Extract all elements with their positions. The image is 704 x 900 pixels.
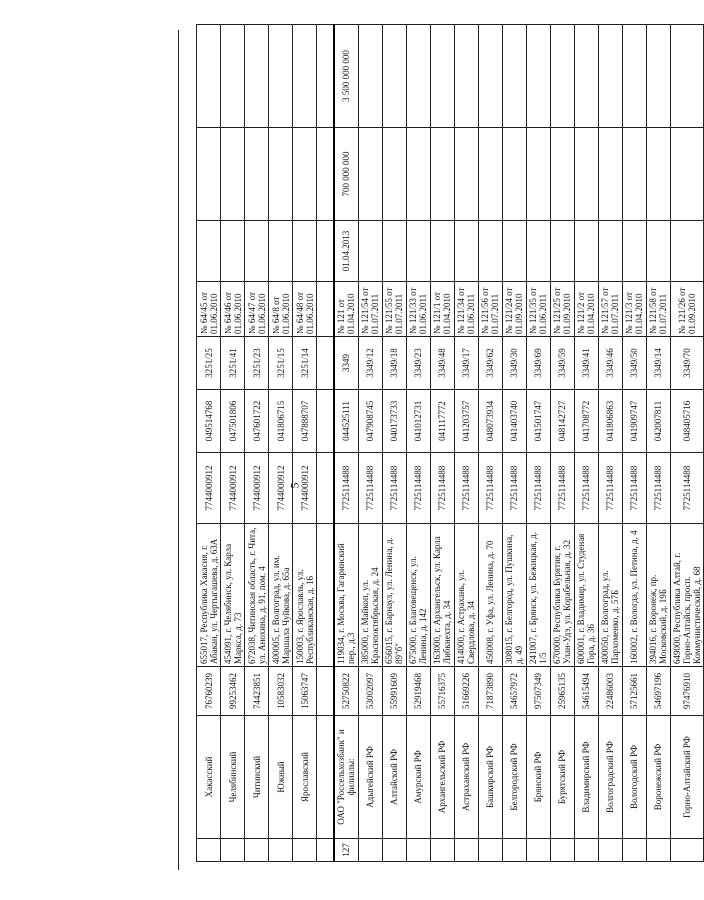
bik-cell: 041501747 bbox=[526, 390, 550, 453]
document-cell: № 121/26 от 01.09.2010 bbox=[670, 282, 703, 337]
document-cell: № 121/25 от 01.09.2010 bbox=[550, 282, 574, 337]
limit-cell bbox=[646, 25, 670, 128]
bik-cell: 047908745 bbox=[358, 390, 382, 453]
bik-cell: 041117772 bbox=[430, 390, 454, 453]
sum-cell bbox=[269, 128, 293, 221]
address-cell: 308015, г. Белгород, ул. Пушкина, д. 49 bbox=[502, 524, 526, 667]
inn-cell: 7725114488 bbox=[670, 453, 703, 524]
date-cell bbox=[245, 221, 269, 282]
okpo-cell: 52919468 bbox=[406, 667, 430, 716]
row-number-cell bbox=[574, 839, 598, 862]
reg-number-cell: 3251/15 bbox=[269, 337, 293, 390]
document-cell: № 121/55 от 01.07.2011 bbox=[382, 282, 406, 337]
row-number-cell bbox=[550, 839, 574, 862]
address-cell: 150003, г. Ярославль, ул. Республиканская, д. 16 bbox=[293, 524, 317, 667]
limit-cell bbox=[670, 25, 703, 128]
document-cell: № 64/8 от 01.06.2010 bbox=[269, 282, 293, 337]
branch-name-cell: Воронежский РФ bbox=[646, 716, 670, 839]
address-cell: 670000, Республика Бурятия, г. Улан-Удэ, ул. Корабельная, д. 32 bbox=[550, 524, 574, 667]
sum-cell bbox=[574, 128, 598, 221]
document-cell: № 121/57 от 01.07.2011 bbox=[598, 282, 622, 337]
document-cell: № 121/35 от 01.06.2011 bbox=[526, 282, 550, 337]
group-address-cell: 119034, г. Москва, Гагаринский пер., д.3 bbox=[334, 524, 358, 667]
inn-cell: 7744000912 bbox=[293, 453, 317, 524]
sum-cell bbox=[197, 128, 221, 221]
sum-cell bbox=[358, 128, 382, 221]
okpo-cell: 55991609 bbox=[382, 667, 406, 716]
bik-cell: 047601722 bbox=[245, 390, 269, 453]
document-cell: № 121/1 от 01.04.2010 bbox=[430, 282, 454, 337]
reg-number-cell: 3349/30 bbox=[502, 337, 526, 390]
bik-cell: 042007811 bbox=[646, 390, 670, 453]
date-cell bbox=[526, 221, 550, 282]
row-number-cell bbox=[382, 839, 406, 862]
bik-cell: 049514768 bbox=[197, 390, 221, 453]
rotated-table-wrapper bbox=[196, 32, 702, 862]
okpo-cell: 71873890 bbox=[478, 667, 502, 716]
bik-cell: 041806863 bbox=[598, 390, 622, 453]
date-cell bbox=[646, 221, 670, 282]
branch-name-cell: Белгородский РФ bbox=[502, 716, 526, 839]
date-cell bbox=[358, 221, 382, 282]
okpo-cell: 15063747 bbox=[293, 667, 317, 716]
branch-name-cell: Башкирский РФ bbox=[478, 716, 502, 839]
spacer-cell bbox=[317, 128, 335, 221]
address-cell: 656015, г. Барнаул, ул. Ленина, д. 89"б" bbox=[382, 524, 406, 667]
limit-cell bbox=[598, 25, 622, 128]
spacer-cell bbox=[317, 282, 335, 337]
document-cell: № 64/47 от 01.06.2010 bbox=[245, 282, 269, 337]
bik-cell: 047888707 bbox=[293, 390, 317, 453]
okpo-cell: 51669226 bbox=[454, 667, 478, 716]
table-row bbox=[622, 25, 646, 862]
inn-cell: 7725114488 bbox=[646, 453, 670, 524]
branch-name-cell: Хакасский bbox=[197, 716, 221, 839]
reg-number-cell: 3349/46 bbox=[598, 337, 622, 390]
inn-cell: 7725114488 bbox=[382, 453, 406, 524]
left-margin-line bbox=[178, 30, 179, 870]
address-cell: 400050, г. Волгоград, ул. Пархоменко, д. 57Б bbox=[598, 524, 622, 667]
row-number-cell bbox=[526, 839, 550, 862]
okpo-cell: 97507349 bbox=[526, 667, 550, 716]
branch-name-cell: Адыгейский РФ bbox=[358, 716, 382, 839]
reg-number-cell: 3349/17 bbox=[454, 337, 478, 390]
date-cell bbox=[269, 221, 293, 282]
limit-cell bbox=[574, 25, 598, 128]
address-cell: 672038, Читинская область, г. Чита, ул. Анохина, д. 91, пом. 4 bbox=[245, 524, 269, 667]
branch-name-cell: Брянский РФ bbox=[526, 716, 550, 839]
row-number-cell bbox=[269, 839, 293, 862]
table-row bbox=[197, 25, 221, 862]
inn-cell: 7744000912 bbox=[245, 453, 269, 524]
address-cell: 400005, г. Волгоград, ул. им. Маршала Чуйкова, д. 65а bbox=[269, 524, 293, 667]
address-cell: 454091, г. Челябинск, ул. Карла Маркса, д. 73 bbox=[221, 524, 245, 667]
page-number: 5 bbox=[287, 482, 302, 489]
branch-name-cell: Ярославский bbox=[293, 716, 317, 839]
inn-cell: 7744000912 bbox=[197, 453, 221, 524]
address-cell: 241007, г. Брянск, ул. Бежицкая, д. 1/5 bbox=[526, 524, 550, 667]
spacer-cell bbox=[317, 716, 335, 839]
row-number-cell bbox=[454, 839, 478, 862]
table-row bbox=[574, 25, 598, 862]
reg-number-cell: 3349/18 bbox=[382, 337, 406, 390]
bik-cell: 041403740 bbox=[502, 390, 526, 453]
inn-cell: 7725114488 bbox=[454, 453, 478, 524]
date-cell bbox=[406, 221, 430, 282]
address-cell: 655017, Республика Хакасия, г. Абакан, ул. Чертыгашева, д. 63А bbox=[197, 524, 221, 667]
limit-cell bbox=[454, 25, 478, 128]
reg-number-cell: 3349/69 bbox=[526, 337, 550, 390]
table-row bbox=[526, 25, 550, 862]
limit-cell bbox=[293, 25, 317, 128]
address-cell: 385000, г. Майкоп, ул. Краснооктябрьская, д. 24 bbox=[358, 524, 382, 667]
sum-cell bbox=[221, 128, 245, 221]
table-row bbox=[598, 25, 622, 862]
limit-cell bbox=[550, 25, 574, 128]
limit-cell bbox=[221, 25, 245, 128]
document-cell: № 64/45 от 01.06.2010 bbox=[197, 282, 221, 337]
sum-cell bbox=[430, 128, 454, 221]
row-number-cell bbox=[502, 839, 526, 862]
limit-cell bbox=[358, 25, 382, 128]
document-cell: № 121/2 от 01.04.2010 bbox=[574, 282, 598, 337]
document-cell: № 121/24 от 01.09.2010 bbox=[502, 282, 526, 337]
inn-cell: 7725114488 bbox=[574, 453, 598, 524]
address-cell: 160002, г. Вологда, ул. Петина, д. 4 bbox=[622, 524, 646, 667]
document-cell: № 121/54 от 01.07.2011 bbox=[358, 282, 382, 337]
group-name-cell: ОАО "Россельхозбанк" и филиалы: bbox=[334, 716, 358, 839]
group-bik-cell: 044525111 bbox=[334, 390, 358, 453]
table-row bbox=[382, 25, 406, 862]
okpo-cell: 57125661 bbox=[622, 667, 646, 716]
date-cell bbox=[502, 221, 526, 282]
row-number-cell bbox=[430, 839, 454, 862]
bik-cell: 047501806 bbox=[221, 390, 245, 453]
document-cell: № 64/48 от 01.06.2010 bbox=[293, 282, 317, 337]
sum-cell bbox=[670, 128, 703, 221]
reg-number-cell: 3251/14 bbox=[293, 337, 317, 390]
okpo-cell: 97476910 bbox=[670, 667, 703, 716]
address-cell: 600001, г. Владимир, ул. Студеная Гора, д. 36 bbox=[574, 524, 598, 667]
group-okpo-cell: 52750822 bbox=[334, 667, 358, 716]
address-cell: 414000, г. Астрахань, ул. Свердлова, д. 34 bbox=[454, 524, 478, 667]
table-row bbox=[430, 25, 454, 862]
spacer-cell bbox=[317, 25, 335, 128]
reg-number-cell: 3349/50 bbox=[622, 337, 646, 390]
limit-cell bbox=[430, 25, 454, 128]
branch-name-cell: Архангельский РФ bbox=[430, 716, 454, 839]
branch-name-cell: Астраханский РФ bbox=[454, 716, 478, 839]
sum-cell bbox=[245, 128, 269, 221]
branch-name-cell: Владимирский РФ bbox=[574, 716, 598, 839]
inn-cell: 7725114488 bbox=[598, 453, 622, 524]
bik-cell: 048073934 bbox=[478, 390, 502, 453]
table-row bbox=[502, 25, 526, 862]
table-row bbox=[550, 25, 574, 862]
spacer-cell bbox=[317, 221, 335, 282]
table-row bbox=[454, 25, 478, 862]
branch-name-cell: Бурятский РФ bbox=[550, 716, 574, 839]
inn-cell: 7725114488 bbox=[526, 453, 550, 524]
date-cell bbox=[478, 221, 502, 282]
table-row bbox=[221, 25, 245, 862]
bik-cell: 048405716 bbox=[670, 390, 703, 453]
spacer-cell bbox=[317, 524, 335, 667]
branch-name-cell: Южный bbox=[269, 716, 293, 839]
okpo-cell: 74423851 bbox=[245, 667, 269, 716]
inn-cell: 7744000912 bbox=[221, 453, 245, 524]
okpo-cell: 54657972 bbox=[502, 667, 526, 716]
date-cell bbox=[598, 221, 622, 282]
reg-number-cell: 3349/41 bbox=[574, 337, 598, 390]
okpo-cell: 99253462 bbox=[221, 667, 245, 716]
date-cell bbox=[382, 221, 406, 282]
reg-number-cell: 3349/62 bbox=[478, 337, 502, 390]
table-row bbox=[269, 25, 293, 862]
address-cell: 163000, г. Архангельск, ул. Карла Либкнехта, д. 34 bbox=[430, 524, 454, 667]
inn-cell: 7725114488 bbox=[550, 453, 574, 524]
row-number-cell bbox=[478, 839, 502, 862]
table-row bbox=[478, 25, 502, 862]
limit-cell bbox=[406, 25, 430, 128]
limit-cell bbox=[382, 25, 406, 128]
document-cell: № 121/34 от 01.06.2011 bbox=[454, 282, 478, 337]
bik-cell: 040173733 bbox=[382, 390, 406, 453]
sum-cell bbox=[598, 128, 622, 221]
bik-cell: 041806715 bbox=[269, 390, 293, 453]
spacer-cell bbox=[317, 390, 335, 453]
bik-cell: 041203757 bbox=[454, 390, 478, 453]
document-cell: № 64/46 от 01.06.2010 bbox=[221, 282, 245, 337]
date-cell bbox=[454, 221, 478, 282]
limit-cell bbox=[526, 25, 550, 128]
bik-cell: 048142727 bbox=[550, 390, 574, 453]
sum-cell bbox=[550, 128, 574, 221]
reg-number-cell: 3251/25 bbox=[197, 337, 221, 390]
inn-cell: 7744000912 bbox=[269, 453, 293, 524]
limit-cell bbox=[269, 25, 293, 128]
okpo-cell: 76760239 bbox=[197, 667, 221, 716]
limit-cell bbox=[197, 25, 221, 128]
table-row bbox=[670, 25, 703, 862]
okpo-cell: 22486003 bbox=[598, 667, 622, 716]
inn-cell: 7725114488 bbox=[430, 453, 454, 524]
address-cell: 450008, г. Уфа, ул. Ленина, д. 70 bbox=[478, 524, 502, 667]
table-row bbox=[646, 25, 670, 862]
group-header-row bbox=[334, 25, 358, 862]
branch-name-cell: Челябинский bbox=[221, 716, 245, 839]
okpo-cell: 10583032 bbox=[269, 667, 293, 716]
limit-cell bbox=[622, 25, 646, 128]
table-row bbox=[406, 25, 430, 862]
row-number-cell bbox=[646, 839, 670, 862]
address-cell: 649000, Республика Алтай, г. Горно-Алтайск, просп. Коммунистический, д. 68 bbox=[670, 524, 703, 667]
spacer-row bbox=[317, 25, 335, 862]
sum-cell bbox=[622, 128, 646, 221]
bik-cell: 041012731 bbox=[406, 390, 430, 453]
reg-number-cell: 3251/41 bbox=[221, 337, 245, 390]
spacer-cell bbox=[317, 839, 335, 862]
table-row bbox=[293, 25, 317, 862]
inn-cell: 7725114488 bbox=[478, 453, 502, 524]
limit-cell bbox=[478, 25, 502, 128]
group-number-cell: 127 bbox=[334, 839, 358, 862]
row-number-cell bbox=[670, 839, 703, 862]
sum-cell bbox=[454, 128, 478, 221]
organizations-table bbox=[196, 24, 704, 862]
reg-number-cell: 3349/70 bbox=[670, 337, 703, 390]
row-number-cell bbox=[406, 839, 430, 862]
okpo-cell: 54615494 bbox=[574, 667, 598, 716]
group-sum-cell: 700 000 000 bbox=[334, 128, 358, 221]
sum-cell bbox=[646, 128, 670, 221]
date-cell bbox=[670, 221, 703, 282]
sum-cell bbox=[526, 128, 550, 221]
bik-cell: 041708772 bbox=[574, 390, 598, 453]
sum-cell bbox=[293, 128, 317, 221]
branch-name-cell: Амурский РФ bbox=[406, 716, 430, 839]
date-cell bbox=[622, 221, 646, 282]
bik-cell: 041909747 bbox=[622, 390, 646, 453]
sum-cell bbox=[478, 128, 502, 221]
reg-number-cell: 3349/14 bbox=[646, 337, 670, 390]
spacer-cell bbox=[317, 453, 335, 524]
group-limit-cell: 3 500 000 000 bbox=[334, 25, 358, 128]
reg-number-cell: 3349/48 bbox=[430, 337, 454, 390]
inn-cell: 7725114488 bbox=[622, 453, 646, 524]
sum-cell bbox=[502, 128, 526, 221]
spacer-cell bbox=[317, 337, 335, 390]
limit-cell bbox=[245, 25, 269, 128]
spacer-cell bbox=[317, 667, 335, 716]
okpo-cell: 54697196 bbox=[646, 667, 670, 716]
row-number-cell bbox=[598, 839, 622, 862]
branch-name-cell: Волгоградский РФ bbox=[598, 716, 622, 839]
group-inn-cell: 7725114488 bbox=[334, 453, 358, 524]
document-cell: № 121/58 от 01.07.2011 bbox=[646, 282, 670, 337]
branch-name-cell: Горно-Алтайский РФ bbox=[670, 716, 703, 839]
address-cell: 675000, г. Благовещенск, ул. Ленина, д. 142 bbox=[406, 524, 430, 667]
document-cell: № 121/3 от 01.04.2010 bbox=[622, 282, 646, 337]
date-cell bbox=[197, 221, 221, 282]
inn-cell: 7725114488 bbox=[358, 453, 382, 524]
row-number-cell bbox=[358, 839, 382, 862]
branch-name-cell: Вологодский РФ bbox=[622, 716, 646, 839]
row-number-cell bbox=[245, 839, 269, 862]
reg-number-cell: 3251/23 bbox=[245, 337, 269, 390]
row-number-cell bbox=[221, 839, 245, 862]
okpo-cell: 25965135 bbox=[550, 667, 574, 716]
group-date-cell: 01.04.2013 bbox=[334, 221, 358, 282]
okpo-cell: 53002097 bbox=[358, 667, 382, 716]
row-number-cell bbox=[197, 839, 221, 862]
reg-number-cell: 3349/23 bbox=[406, 337, 430, 390]
group-reg-cell: 3349 bbox=[334, 337, 358, 390]
date-cell bbox=[221, 221, 245, 282]
date-cell bbox=[550, 221, 574, 282]
sum-cell bbox=[406, 128, 430, 221]
document-cell: № 121/56 от 01.07.2011 bbox=[478, 282, 502, 337]
reg-number-cell: 3349/59 bbox=[550, 337, 574, 390]
inn-cell: 7725114488 bbox=[406, 453, 430, 524]
group-document-cell: № 121 от 01.04.2010 bbox=[334, 282, 358, 337]
branch-name-cell: Читинский bbox=[245, 716, 269, 839]
document-cell: № 121/33 от 01.06.2011 bbox=[406, 282, 430, 337]
branch-name-cell: Алтайский РФ bbox=[382, 716, 406, 839]
row-number-cell bbox=[622, 839, 646, 862]
sum-cell bbox=[382, 128, 406, 221]
date-cell bbox=[430, 221, 454, 282]
row-number-cell bbox=[293, 839, 317, 862]
table-row bbox=[245, 25, 269, 862]
address-cell: 394016, г. Воронеж, пр. Московский, д. 19Б bbox=[646, 524, 670, 667]
okpo-cell: 55716375 bbox=[430, 667, 454, 716]
table-row bbox=[358, 25, 382, 862]
reg-number-cell: 3349/12 bbox=[358, 337, 382, 390]
date-cell bbox=[293, 221, 317, 282]
inn-cell: 7725114488 bbox=[502, 453, 526, 524]
limit-cell bbox=[502, 25, 526, 128]
date-cell bbox=[574, 221, 598, 282]
